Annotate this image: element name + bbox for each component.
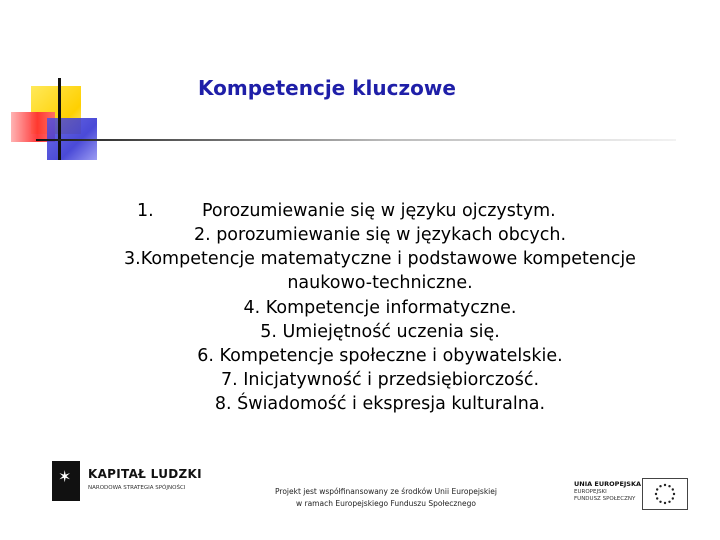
list-item-3: 3.Kompetencje matematyczne i podstawowe kompetencje xyxy=(124,249,636,270)
kapital-ludzki-title: KAPITAŁ LUDZKI xyxy=(88,467,202,481)
decor-vertical-line xyxy=(58,78,61,160)
title-underline xyxy=(36,139,676,141)
list-item-7: 7. Inicjatywność i przedsiębiorczość. xyxy=(220,370,540,391)
kapital-ludzki-mark-icon xyxy=(52,461,80,501)
funding-note-line-1: Projekt jest współfinansowany ze środków Unii Europejskiej xyxy=(275,487,497,496)
funding-note-line-2: w ramach Europejskiego Funduszu Społecznego xyxy=(295,499,477,508)
list-item-5: 5. Umiejętność uczenia się. xyxy=(260,321,500,342)
list-item-2: 2. porozumiewanie się w językach obcych. xyxy=(193,225,567,245)
list-item-1 xyxy=(110,199,650,223)
eu-logo-line-3: FUNDUSZ SPOŁECZNY xyxy=(574,496,636,502)
slide-title: Kompetencje kluczowe xyxy=(198,76,456,100)
list-item-8: 8. Świadomość i ekspresja kulturalna. xyxy=(214,394,546,415)
eu-logo xyxy=(566,480,690,510)
eu-logo-line-1: UNIA EUROPEJSKA xyxy=(574,480,642,488)
kapital-ludzki-subtitle: NARODOWA STRATEGIA SPÓJNOŚCI xyxy=(88,485,186,491)
list-item-text: Porozumiewanie się w języku ojczystym. xyxy=(202,201,556,221)
eu-flag-icon xyxy=(642,478,688,510)
list-item-number: 1. xyxy=(137,201,154,221)
list-item-6: 6. Kompetencje społeczne i obywatelskie. xyxy=(197,346,563,367)
eu-logo-line-2: EUROPEJSKI xyxy=(574,489,607,495)
list-item-4: 4. Kompetencje informatyczne. xyxy=(243,297,517,318)
competence-list xyxy=(110,199,650,417)
star-icon: ✶ xyxy=(58,467,72,486)
funding-note xyxy=(236,486,536,510)
kapital-ludzki-logo xyxy=(52,461,202,505)
list-item-3-continued: naukowo-techniczne. xyxy=(287,273,473,294)
